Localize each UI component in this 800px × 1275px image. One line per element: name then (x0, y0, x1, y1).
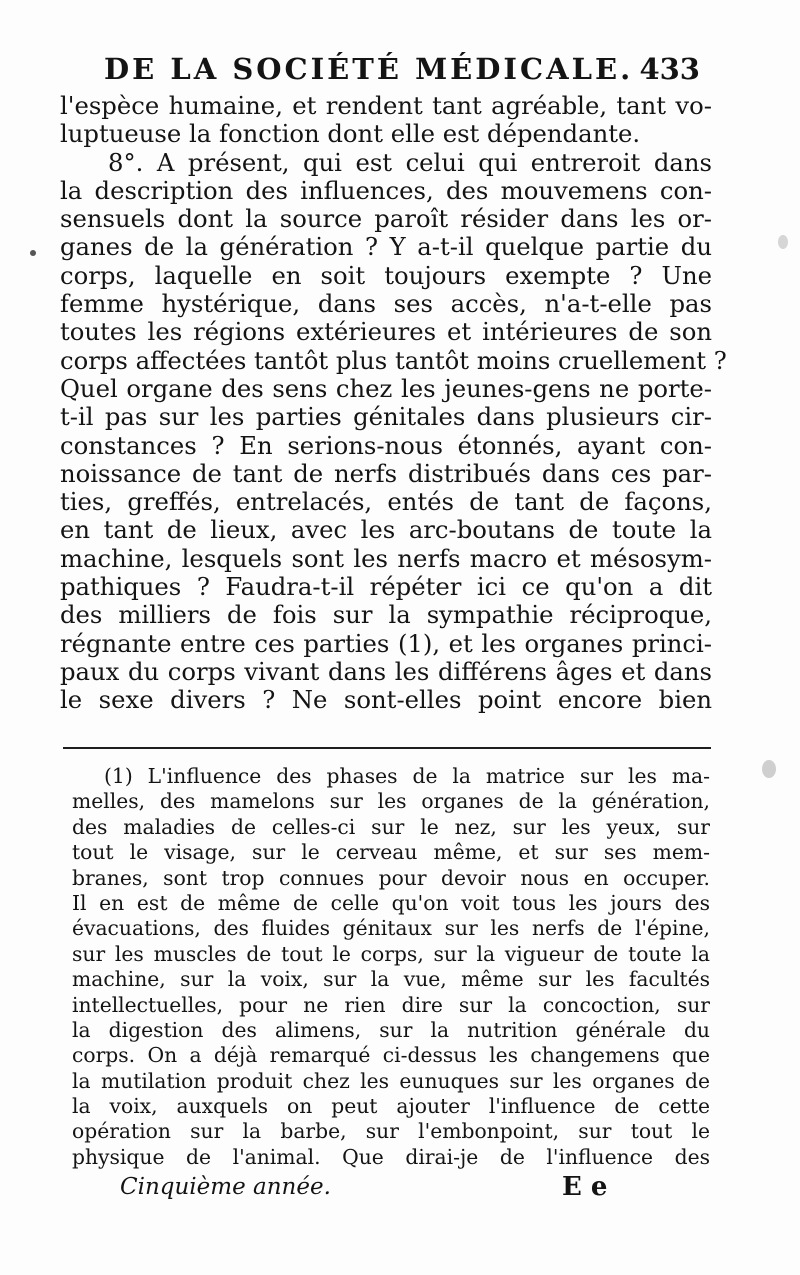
running-head (100, 52, 700, 92)
footnote-line: corps. On a déjà remarqué ci-dessus les changemens que (72, 1043, 710, 1068)
text-line: paux du corps vivant dans les différens âges et dans (60, 656, 712, 686)
running-title: DE LA SOCIÉTÉ MÉDICALE. (104, 52, 634, 86)
footnote-line: sur les muscles de tout le corps, sur la vigueur de toute la (72, 941, 710, 966)
text-line: noissance de tant de nerfs distribués dans ces par- (60, 458, 712, 488)
footnote-line: tout le visage, sur le cerveau même, et sur ses mem- (72, 840, 710, 865)
text-line: pathiques ? Faudra-t-il répéter ici ce qu'on a dit (60, 572, 712, 602)
footnote-line: la voix, auxquels on peut ajouter l'influence de cette (72, 1094, 710, 1119)
text-line: régnante entre ces parties (1), et les organes princi- (60, 628, 712, 658)
text-line: 8°. A présent, qui est celui qui entreroit dans (108, 147, 712, 177)
footnote-line: melles, des mamelons sur les organes de la génération, (72, 789, 710, 814)
text-line: en tant de lieux, avec les arc-boutans de toute la (60, 515, 712, 545)
text-line: femme hystérique, dans ses accès, n'a-t-elle pas (60, 289, 712, 319)
footnote (72, 764, 710, 1170)
footnote-line: intellectuelles, pour ne rien dire sur la concoction, sur (72, 992, 710, 1017)
footnote-line: la digestion des alimens, sur la nutrition générale du (72, 1017, 710, 1042)
text-line: luptueuse la fonction dont elle est dépendante. (60, 119, 641, 149)
footnote-line: la mutilation produit chez les eunuques sur les organes de (72, 1068, 710, 1093)
footnote-line: opération sur la barbe, sur l'embonpoint, sur tout le (72, 1119, 710, 1144)
footnote-line: Il en est de même de celle qu'on voit tous les jours des (72, 890, 710, 915)
ink-spot (778, 235, 788, 249)
text-line: ganes de la génération ? Y a-t-il quelque partie du (60, 232, 712, 262)
signature-line: Cinquième année. (120, 1174, 331, 1200)
text-line: le sexe divers ? Ne sont-elles point encore bien (60, 685, 712, 715)
text-line: la description des influences, des mouvemens con- (60, 175, 712, 205)
footnote-line: branes, sont trop connues pour devoir nous en occuper. (72, 865, 710, 890)
text-line: toutes les régions extérieures et intérieures de son (60, 317, 712, 347)
text-line: des milliers de fois sur la sympathie réciproque, (60, 600, 712, 630)
footnote-line: machine, sur la voix, sur la vue, même sur les facultés (72, 967, 710, 992)
signature-mark: E e (562, 1172, 608, 1202)
text-line: sensuels dont la source paroît résider dans les or- (60, 204, 712, 234)
body-text (60, 91, 727, 715)
ink-spot (30, 250, 36, 256)
footnote-line: des maladies de celles-ci sur le nez, sur les yeux, sur (72, 814, 710, 839)
page-number: 433 (639, 52, 700, 86)
text-line: Quel organe des sens chez les jeunes-gens ne porte- (60, 373, 712, 403)
text-line: l'espèce humaine, et rendent tant agréable, tant vo- (60, 91, 712, 120)
text-line: machine, lesquels sont les nerfs macro et mésosym- (60, 543, 712, 573)
footnote-line: évacuations, des fluides génitaux sur les nerfs de l'épine, (72, 916, 710, 941)
footnote-line: (1) L'influence des phases de la matrice sur les ma- (104, 764, 710, 788)
text-line: ties, greffés, entrelacés, entés de tant de façons, (60, 487, 712, 517)
footnote-divider (63, 747, 711, 749)
text-line: corps affectées tantôt plus tantôt moins cruellement ? (60, 345, 727, 375)
text-line: t-il pas sur les parties génitales dans plusieurs cir- (60, 402, 712, 432)
text-line: corps, laquelle en soit toujours exempte ? Une (60, 260, 712, 290)
ink-spot (762, 760, 776, 778)
footnote-line: physique de l'animal. Que dirai-je de l'influence des (72, 1144, 710, 1169)
text-line: constances ? En serions-nous étonnés, ayant con- (60, 430, 712, 460)
